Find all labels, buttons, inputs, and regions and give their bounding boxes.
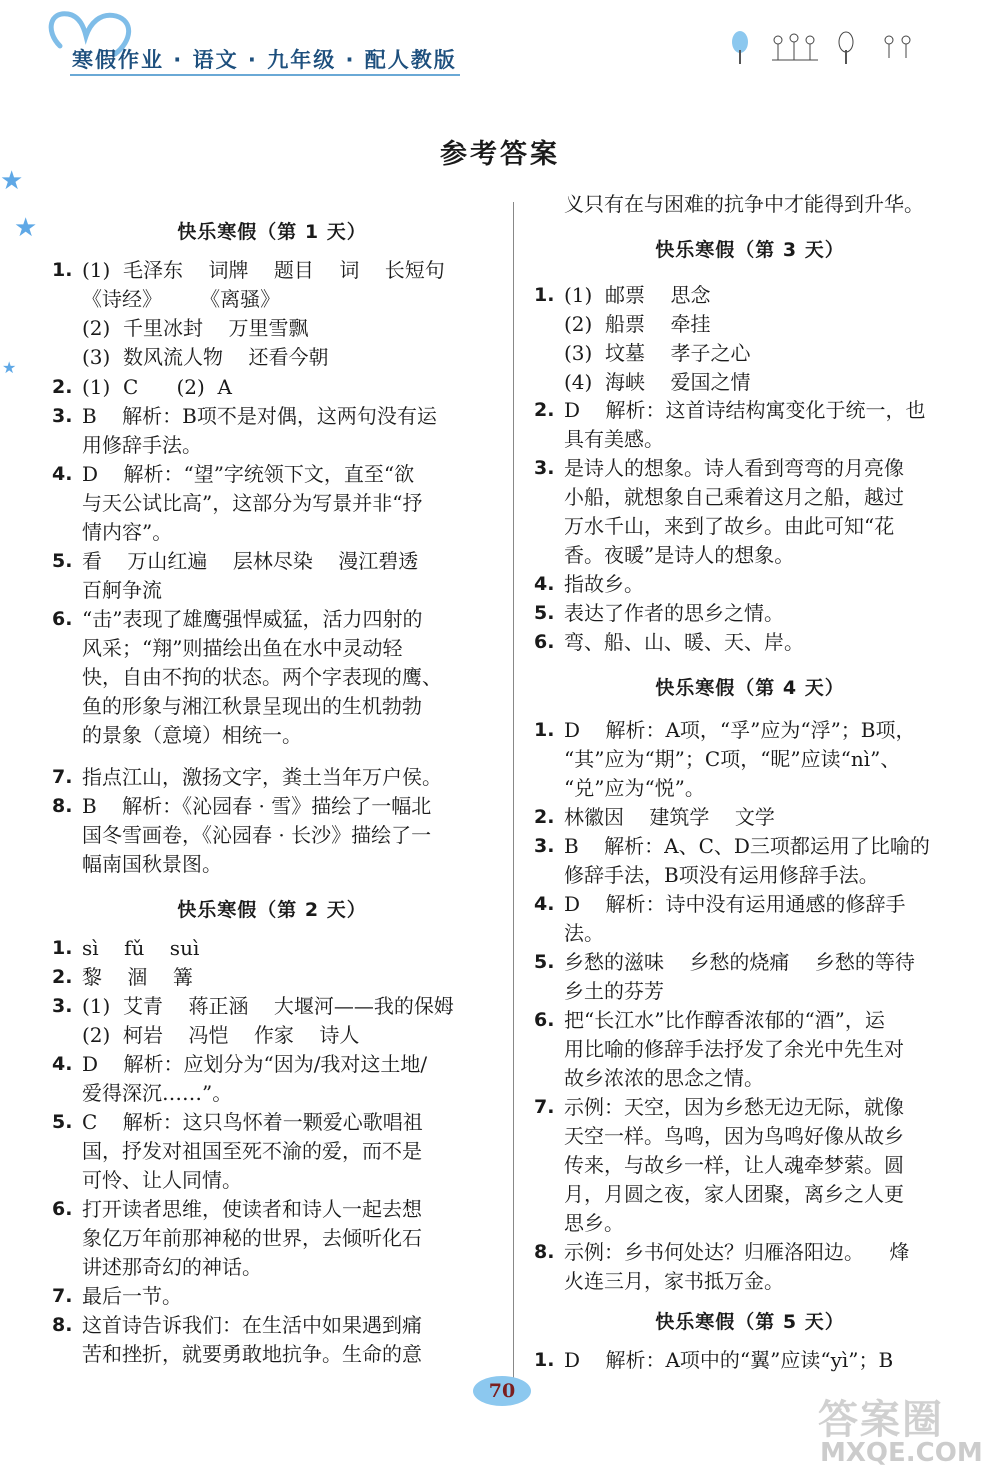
answer-number: 3. (534, 457, 555, 479)
answer-item (534, 1006, 966, 1093)
section-heading: 快乐寒假（第 2 天） (177, 899, 367, 921)
answer-line: 是诗人的想象。诗人看到弯弯的月亮像 (564, 456, 904, 480)
answer-item (52, 373, 492, 402)
answer-item (52, 934, 492, 963)
answer-line: (2) 柯岩 冯恺 作家 诗人 (82, 1023, 360, 1047)
answer-line: 义只有在与困难的抗争中才能得到升华。 (564, 192, 924, 216)
answer-line: 苦和挫折，就要勇敢地抗争。生命的意 (82, 1342, 422, 1366)
answer-number: 7. (52, 1285, 73, 1307)
answer-line: 指点江山，激扬文字，粪土当年万户侯。 (82, 765, 442, 789)
answer-line: 具有美感。 (564, 427, 664, 451)
section-heading: 快乐寒假（第 5 天） (655, 1311, 845, 1333)
answer-item (52, 605, 492, 750)
answer-line: 用修辞手法。 (82, 433, 202, 457)
answer-line: 与天公试比高”，这部分为写景并非“抒 (82, 491, 423, 515)
answer-line: 修辞手法，B项没有运用修辞手法。 (564, 863, 879, 887)
answer-item (52, 1282, 492, 1311)
answer-line: 小船，就想象自己乘着这月之船，越过 (564, 485, 904, 509)
answer-item (52, 460, 492, 547)
answer-line: D 解析：应划分为“因为/我对这土地/ (82, 1052, 428, 1076)
answer-line: (2) 千里冰封 万里雪飘 (82, 316, 309, 340)
answer-item (52, 1195, 492, 1282)
answer-line: (1) 邮票 思念 (564, 283, 711, 307)
answer-number: 5. (52, 1111, 73, 1133)
answer-item (534, 570, 966, 599)
answer-line: 国冬雪画卷，《沁园春 · 长沙》描绘了一 (82, 823, 432, 847)
answer-item (534, 190, 966, 219)
answer-line: B 解析：A、C、D三项都运用了比喻的 (564, 834, 930, 858)
answer-item (52, 547, 492, 605)
answer-line: 看 万山红遍 层林尽染 漫江碧透 (82, 549, 419, 573)
answer-number: 1. (52, 259, 73, 281)
answer-item (534, 281, 966, 397)
answer-number: 8. (534, 1241, 555, 1263)
star-icon: ★ (0, 166, 24, 196)
answer-item (534, 396, 966, 454)
answer-line: 幅南国秋景图。 (82, 852, 222, 876)
answer-line: (1) 艾青 蒋正涵 大堰河——我的保姆 (82, 994, 454, 1018)
answer-line: “击”表现了雄鹰强悍威猛，活力四射的 (82, 607, 423, 631)
answer-line: 打开读者思维，使读者和诗人一起去想 (82, 1197, 422, 1221)
answer-number: 1. (534, 1349, 555, 1371)
answer-line: 黎 涸 篝 (82, 965, 193, 989)
header-underline (70, 74, 460, 76)
answer-number: 5. (52, 550, 73, 572)
answer-item (534, 454, 966, 570)
answer-line: 示例：乡书何处达？归雁洛阳边。 烽 (564, 1240, 910, 1264)
answer-number: 6. (534, 1009, 555, 1031)
answer-line: 讲述那奇幻的神话。 (82, 1255, 262, 1279)
answer-line: 月，月圆之夜，家人团聚，离乡之人更 (564, 1182, 904, 1206)
answer-line: 风采；“翔”则描绘出鱼在水中灵动轻 (82, 636, 403, 660)
answer-line: 法。 (564, 921, 604, 945)
answer-line: (2) 船票 牵挂 (564, 312, 711, 336)
answer-item (52, 763, 492, 792)
section-heading: 快乐寒假（第 4 天） (655, 677, 845, 699)
answer-line: 快，自由不拘的状态。两个字表现的鹰、 (82, 665, 442, 689)
answer-item (52, 792, 492, 879)
answer-line: 的景象（意境）相统一。 (82, 723, 302, 747)
answer-line: 火连三月，家书抵万金。 (564, 1269, 784, 1293)
answer-item (534, 628, 966, 657)
watermark-url: MXQE.COM (820, 1438, 983, 1468)
answer-item (52, 963, 492, 992)
answer-line: 弯、船、山、暖、天、岸。 (564, 630, 804, 654)
answer-item (534, 890, 966, 948)
answer-item (52, 1311, 492, 1369)
answer-number: 2. (52, 376, 73, 398)
answer-line: “其”应为“期”；C项，“昵”应读“nì”、 (564, 747, 901, 771)
star-icon: ★ (2, 358, 17, 377)
answer-line: 故乡浓浓的思念之情。 (564, 1066, 764, 1090)
answer-number: 3. (52, 995, 73, 1017)
answer-line: 鱼的形象与湘江秋景呈现出的生机勃勃 (82, 694, 422, 718)
answer-line: (4) 海峡 爱国之情 (564, 370, 751, 394)
answer-line: D 解析：A项，“孚”应为“浮”；B项， (564, 718, 916, 742)
answer-line: D 解析：A项中的“翼”应读“yì”；B (564, 1348, 894, 1372)
answer-number: 3. (52, 405, 73, 427)
answer-line: 象亿万年前那神秘的世界，去倾听化石 (82, 1226, 422, 1250)
answer-item (52, 402, 492, 460)
answer-line: 《诗经》 《离骚》 (82, 287, 281, 311)
book-series-title: 寒假作业 · 语文 · 九年级 · 配人教版 (72, 48, 457, 72)
answer-line: D 解析：“望”字统领下文，直至“欲 (82, 462, 415, 486)
answer-line: 用比喻的修辞手法抒发了余光中先生对 (564, 1037, 904, 1061)
answer-line: (3) 数风流人物 还看今朝 (82, 345, 329, 369)
tree-icon (836, 30, 856, 66)
answer-number: 4. (52, 463, 73, 485)
answer-number: 1. (534, 284, 555, 306)
answer-number: 6. (52, 608, 73, 630)
answer-item (52, 1108, 492, 1195)
answer-line: (1) C (2) A (82, 375, 232, 399)
answer-number: 1. (52, 937, 73, 959)
flowers-icon (770, 30, 820, 66)
section-heading: 快乐寒假（第 1 天） (177, 221, 367, 243)
answer-line: 指故乡。 (564, 572, 644, 596)
column-divider (513, 202, 514, 1382)
answer-line: B 解析：《沁园春 · 雪》描绘了一幅北 (82, 794, 432, 818)
answer-item (52, 256, 492, 372)
answer-line: D 解析：这首诗结构寓变化于统一，也 (564, 398, 926, 422)
answer-line: 万水千山，来到了故乡。由此可知“花 (564, 514, 895, 538)
answer-number: 5. (534, 951, 555, 973)
answer-number: 6. (534, 631, 555, 653)
answer-item (534, 832, 966, 890)
answer-item (534, 948, 966, 1006)
answer-number: 2. (534, 399, 555, 421)
answer-item (52, 992, 492, 1050)
answer-line: 天空一样。鸟鸣，因为鸟鸣好像从故乡 (564, 1124, 904, 1148)
answer-line: 百舸争流 (82, 578, 162, 602)
answer-item (534, 716, 966, 803)
answer-number: 7. (52, 766, 73, 788)
answer-item (534, 1093, 966, 1238)
answer-number: 2. (534, 806, 555, 828)
answer-line: sì fǔ suì (82, 936, 200, 960)
answer-line: 最后一节。 (82, 1284, 182, 1308)
answer-line: (1) 毛泽东 词牌 题目 词 长短句 (82, 258, 445, 282)
answer-number: 2. (52, 966, 73, 988)
answer-number: 4. (534, 893, 555, 915)
answer-number: 4. (534, 573, 555, 595)
answer-number: 7. (534, 1096, 555, 1118)
answer-line: 把“长江水”比作醇香浓郁的“酒”，运 (564, 1008, 885, 1032)
answer-line: B 解析：B项不是对偶，这两句没有运 (82, 404, 437, 428)
answer-line: 情内容”。 (82, 520, 173, 544)
page-title: 参考答案 (440, 139, 560, 170)
answer-line: 国，抒发对祖国至死不渝的爱，而不是 (82, 1139, 422, 1163)
page-number: 70 (473, 1376, 531, 1406)
answer-number: 5. (534, 602, 555, 624)
answer-line: 表达了作者的思乡之情。 (564, 601, 784, 625)
answer-line: 这首诗告诉我们：在生活中如果遇到痛 (82, 1313, 422, 1337)
answer-line: 乡愁的滋味 乡愁的烧痛 乡愁的等待 (564, 950, 915, 974)
star-icon: ★ (14, 213, 38, 243)
answer-line: C 解析：这只鸟怀着一颗爱心歌唱祖 (82, 1110, 423, 1134)
answer-line: 林徽因 建筑学 文学 (564, 805, 775, 829)
answer-number: 6. (52, 1198, 73, 1220)
answer-line: (3) 坟墓 孝子之心 (564, 341, 751, 365)
answer-line: 爱得深沉……”。 (82, 1081, 233, 1105)
answer-item (534, 803, 966, 832)
answer-item (534, 599, 966, 628)
answer-number: 1. (534, 719, 555, 741)
answer-number: 4. (52, 1053, 73, 1075)
answer-number: 3. (534, 835, 555, 857)
answer-line: 可怜、让人同情。 (82, 1168, 242, 1192)
answer-line: “兑”应为“悦”。 (564, 776, 705, 800)
tree-icon (730, 30, 750, 66)
page-header (0, 0, 1000, 90)
answer-line: 传来，与故乡一样，让人魂牵梦萦。圆 (564, 1153, 904, 1177)
flowers-icon (880, 30, 916, 66)
answer-item (52, 1050, 492, 1108)
answer-line: 示例：天空，因为乡愁无边无际，就像 (564, 1095, 904, 1119)
watermark-logo: 答案圈 (818, 1397, 944, 1443)
answer-line: 乡土的芬芳 (564, 979, 664, 1003)
answer-number: 8. (52, 795, 73, 817)
answer-line: D 解析：诗中没有运用通感的修辞手 (564, 892, 906, 916)
section-heading: 快乐寒假（第 3 天） (655, 239, 845, 261)
answer-line: 香。夜暖”是诗人的想象。 (564, 543, 795, 567)
answer-item (534, 1346, 966, 1375)
answer-item (534, 1238, 966, 1296)
answer-number: 8. (52, 1314, 73, 1336)
answer-line: 思乡。 (564, 1211, 624, 1235)
